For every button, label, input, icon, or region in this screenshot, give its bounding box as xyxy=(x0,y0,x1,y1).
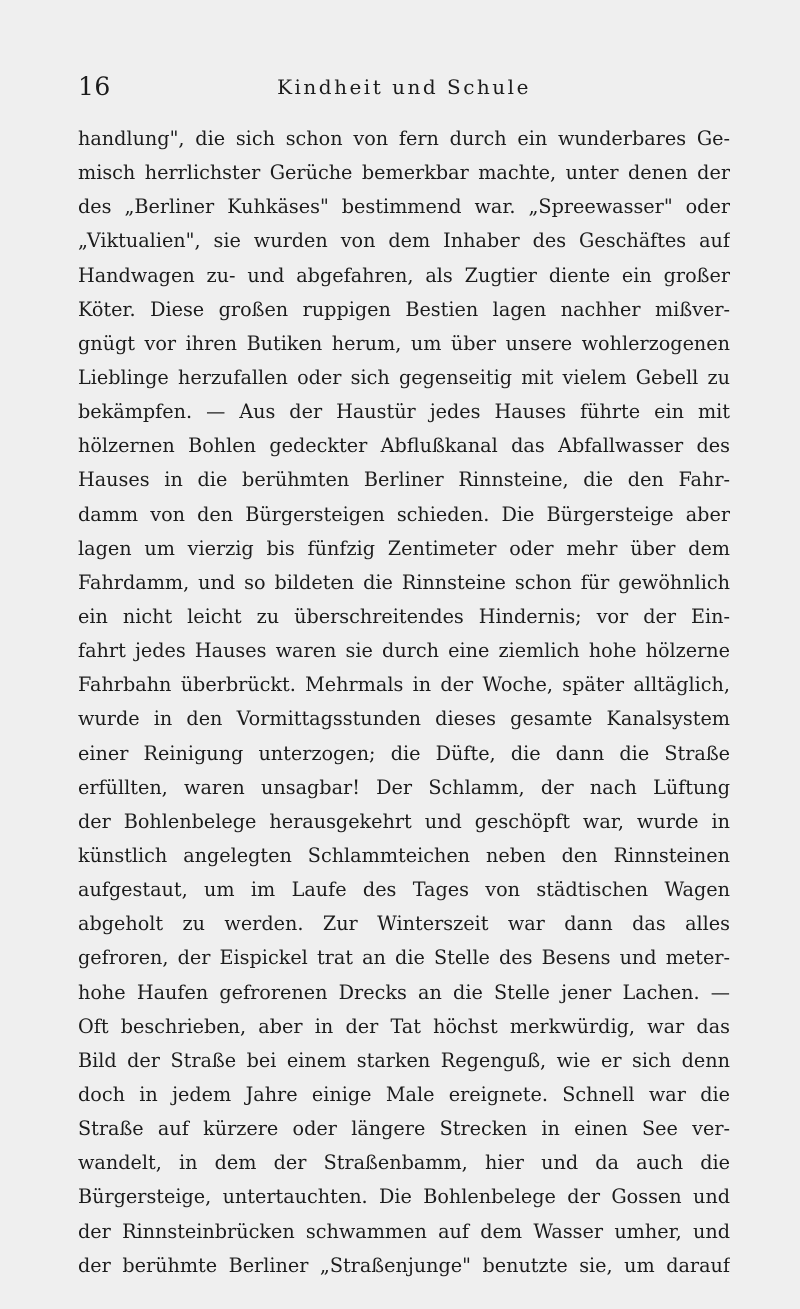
text-line: handlung", die sich schon von fern durch ein wunderbares Ge- xyxy=(78,127,730,150)
text-line: Köter. Diese großen ruppigen Bestien lagen nachher mißver- xyxy=(78,297,730,321)
text-line: gnügt vor ihren Butiken herum, um über unsere wohlerzogenen xyxy=(78,331,730,355)
text-line: Fahrbahn überbrückt. Mehrmals in der Woche, später alltäglich, xyxy=(78,673,730,697)
text-line: der berühmte Berliner „Straßenjunge" benutzte sie, um darauf xyxy=(78,1253,730,1277)
text-line: wandelt, in dem der Straßenbamm, hier und da auch die xyxy=(78,1151,730,1175)
text-line: des „Berliner Kuhkäses" bestimmend war. „Spreewasser" oder xyxy=(78,195,730,219)
text-line: Handwagen zu- und abgefahren, als Zugtier diente ein großer xyxy=(78,263,730,287)
text-line: abgeholt zu werden. Zur Winterszeit war dann das alles xyxy=(78,912,730,936)
text-line: künstlich angelegten Schlammteichen neben den Rinnsteinen xyxy=(78,843,730,867)
text-line: Bürgersteige, untertauchten. Die Bohlenbelege der Gossen und xyxy=(78,1185,730,1209)
text-line: Hauses in die berühmten Berliner Rinnsteine, die den Fahr- xyxy=(78,468,730,492)
text-line: der Bohlenbelege herausgekehrt und geschöpft war, wurde in xyxy=(78,809,730,833)
text-line: gefroren, der Eispickel trat an die Stelle des Besens und meter- xyxy=(78,946,730,970)
text-line: einer Reinigung unterzogen; die Düfte, die dann die Straße xyxy=(78,741,730,765)
text-line: lagen um vierzig bis fünfzig Zentimeter oder mehr über dem xyxy=(78,536,730,560)
text-line: bekämpfen. — Aus der Haustür jedes Hauses führte ein mit xyxy=(78,400,730,424)
text-line: der Rinnsteinbrücken schwammen auf dem Wasser umher, und xyxy=(78,1219,730,1243)
body-text xyxy=(78,122,730,1283)
text-line: misch herrlichster Gerüche bemerkbar machte, unter denen der xyxy=(78,161,730,185)
text-line: erfüllten, waren unsagbar! Der Schlamm, der nach Lüftung xyxy=(78,775,730,799)
text-line: hölzernen Bohlen gedeckter Abflußkanal das Abfallwasser des xyxy=(78,434,730,458)
text-line: damm von den Bürgersteigen schieden. Die Bürgersteige aber xyxy=(78,502,730,526)
text-line: Oft beschrieben, aber in der Tat höchst merkwürdig, war das xyxy=(78,1014,730,1038)
text-line: ein nicht leicht zu überschreitendes Hindernis; vor der Ein- xyxy=(78,604,730,628)
text-line: Straße auf kürzere oder längere Strecken in einen See ver- xyxy=(78,1117,730,1141)
text-line: „Viktualien", sie wurden von dem Inhaber des Geschäftes auf xyxy=(78,229,730,253)
text-line: Lieblinge herzufallen oder sich gegenseitig mit vielem Gebell zu xyxy=(78,365,730,389)
page-number: 16 xyxy=(78,72,111,101)
text-line: Fahrdamm, und so bildeten die Rinnsteine schon für gewöhnlich xyxy=(78,570,730,594)
page-header xyxy=(78,70,730,106)
text-line: fahrt jedes Hauses waren sie durch eine ziemlich hohe hölzerne xyxy=(78,639,730,663)
text-line: Bild der Straße bei einem starken Regenguß, wie er sich denn xyxy=(78,1048,730,1072)
text-line: doch in jedem Jahre einige Male ereignete. Schnell war die xyxy=(78,1082,730,1106)
text-line: aufgestaut, um im Laufe des Tages von städtischen Wagen xyxy=(78,878,730,902)
text-line: wurde in den Vormittagsstunden dieses gesamte Kanalsystem xyxy=(78,707,730,731)
running-head: Kindheit und Schule xyxy=(277,75,531,99)
text-line: hohe Haufen gefrorenen Drecks an die Stelle jener Lachen. — xyxy=(78,980,730,1004)
